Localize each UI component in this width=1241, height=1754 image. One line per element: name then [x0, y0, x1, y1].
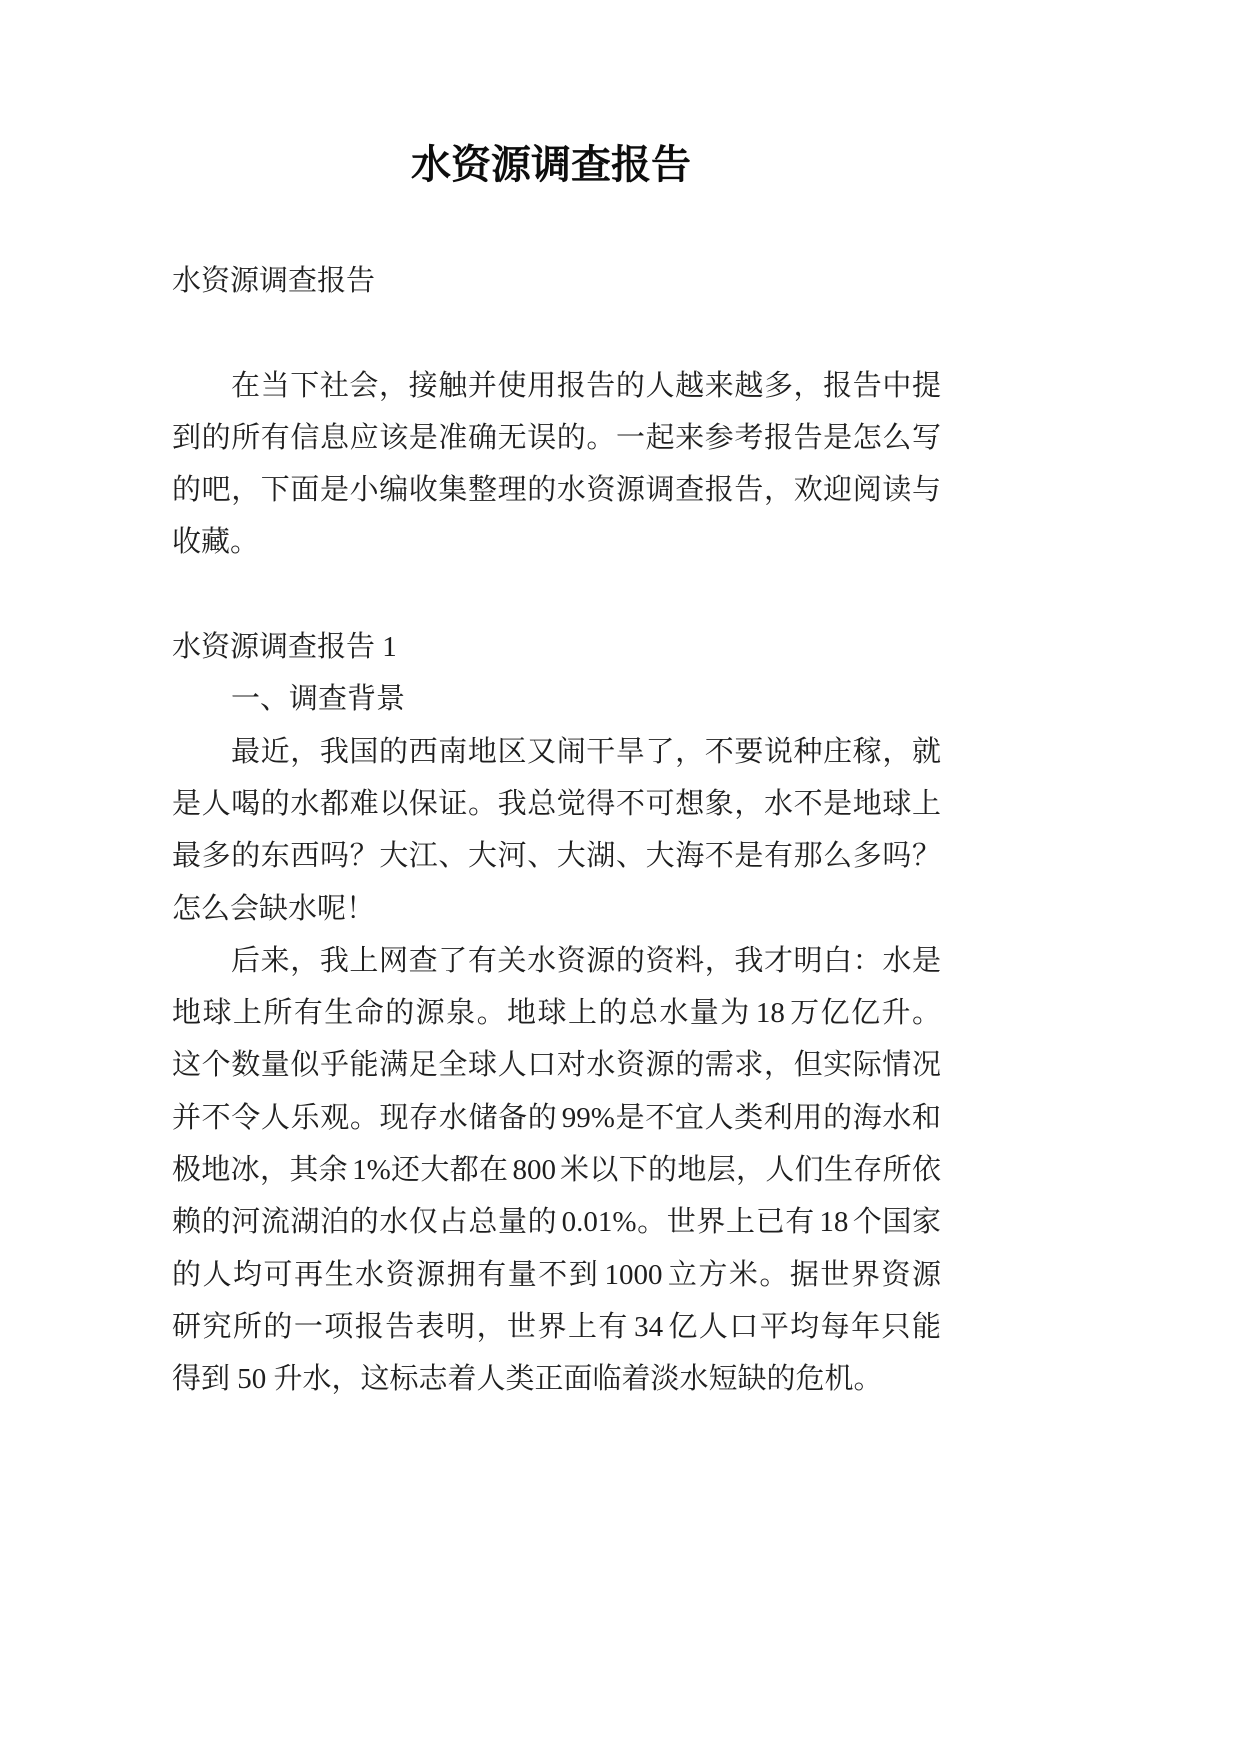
paragraph-line: 极地冰，其余 1%还大都在 800 米以下的地层，人们生存所依	[172, 1154, 941, 1187]
paragraph-line: 的吧，下面是小编收集整理的水资源调查报告，欢迎阅读与	[172, 474, 941, 507]
paragraph-line: 赖的河流湖泊的水仅占总量的 0.01%。世界上已有 18 个国家	[172, 1206, 941, 1239]
paragraph-line: 研究所的一项报告表明，世界上有 34 亿人口平均每年只能	[172, 1310, 941, 1343]
subtitle: 水资源调查报告	[172, 265, 376, 297]
paragraph-line: 收藏。	[172, 526, 260, 559]
paragraph-line: 到的所有信息应该是准确无误的。一起来参考报告是怎么写	[172, 421, 941, 454]
paragraph-line: 地球上所有生命的源泉。地球上的总水量为 18 万亿亿升。	[172, 997, 941, 1030]
body-paragraph	[172, 726, 941, 935]
paragraph-line: 怎么会缺水呢！	[172, 892, 376, 925]
blank-line	[172, 307, 941, 359]
report-heading: 水资源调查报告 1	[172, 631, 397, 664]
document-body	[172, 255, 941, 1406]
paragraph-line: 得到 50 升水，这标志着人类正面临着淡水短缺的危机。	[172, 1363, 883, 1396]
paragraph-line: 并不令人乐观。现存水储备的 99%是不宜人类利用的海水和	[172, 1101, 941, 1134]
paragraph-line: 最多的东西吗？大江、大河、大湖、大海不是有那么多吗？	[172, 840, 941, 873]
paragraph-line: 在当下社会，接触并使用报告的人越来越多，报告中提	[231, 369, 941, 402]
paragraph-line: 后来，我上网查了有关水资源的资料，我才明白：水是	[231, 944, 941, 977]
body-paragraph	[172, 935, 941, 1406]
section-heading: 一、调查背景	[231, 683, 406, 716]
blank-line	[172, 569, 941, 621]
paragraph-line: 这个数量似乎能满足全球人口对水资源的需求，但实际情况	[172, 1049, 941, 1082]
paragraph-line: 的人均可再生水资源拥有量不到 1000 立方米。据世界资源	[172, 1258, 941, 1291]
paragraph-line: 最近，我国的西南地区又闹干旱了，不要说种庄稼，就	[231, 735, 941, 768]
paragraph-line: 是人喝的水都难以保证。我总觉得不可想象，水不是地球上	[172, 787, 941, 820]
document-title: 水资源调查报告	[411, 142, 691, 187]
intro-paragraph	[172, 360, 941, 569]
